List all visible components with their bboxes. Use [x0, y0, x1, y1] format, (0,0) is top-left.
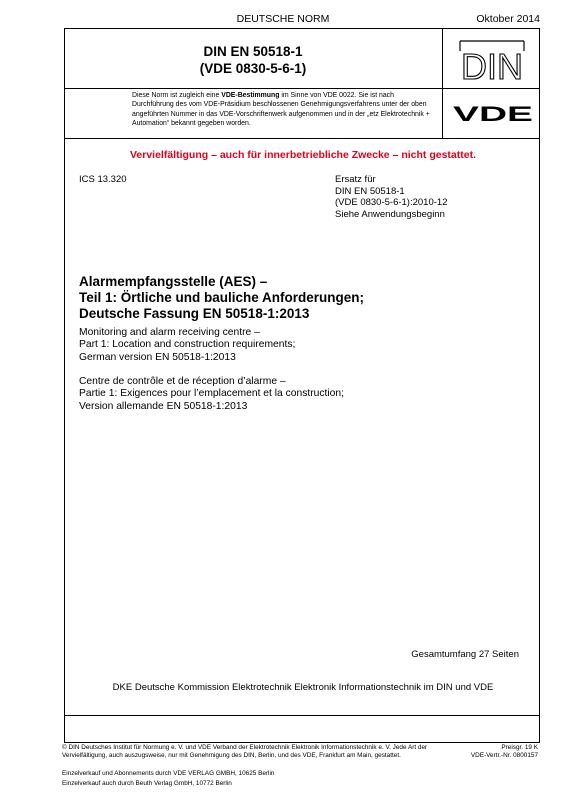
title-french: [79, 376, 344, 413]
notice-text: Diese Norm ist zugleich eine: [132, 92, 222, 99]
title-line: Monitoring and alarm receiving centre –: [79, 327, 260, 338]
title-line: Version allemande EN 50518-1:2013: [79, 400, 248, 412]
notice-bold: VDE-Bestimmung: [221, 92, 280, 99]
publication-date: Oktober 2014: [476, 13, 540, 25]
price-group: Preisgr. 19 K: [501, 744, 538, 751]
din-logo: [452, 37, 532, 89]
replacement-line: (VDE 0830-5-6-1):2010-12: [335, 197, 448, 208]
replacement-line: Ersatz für: [335, 174, 376, 185]
title-line: Teil 1: Örtliche und bauliche Anforderungen;: [79, 290, 365, 305]
vde-order-number: VDE-Vertr.-Nr. 0800157: [470, 752, 538, 759]
sales-info: Einzelverkauf und Abonnements durch VDE VERLAG GMBH, 10625 Berlin: [62, 770, 275, 777]
title-line: Deutsche Fassung EN 50518-1:2013: [79, 306, 310, 321]
copy-warning: Vervielfältigung – auch für innerbetriebliche Zwecke – nicht gestattet.: [129, 149, 476, 161]
norm-label: DEUTSCHE NORM: [236, 13, 330, 25]
copyright-notice: © DIN Deutsches Institut für Normung e. V. und VDE Verband der Elektrotechnik Elektronik Informationstechnik e. V. Jede Art der Vervielfältigung, auch auszugsweise, nur mit Genehmigung des DIN, Berlin, und des VDE, Frankfurt am Main, gestattet.: [62, 744, 428, 759]
title-line: German version EN 50518-1:2013: [79, 351, 236, 363]
divider: [65, 715, 539, 716]
divider: [442, 29, 443, 138]
page-count: Gesamtumfang 27 Seiten: [411, 649, 519, 660]
title-english: [79, 327, 295, 364]
vde-logo: [451, 103, 535, 123]
replacement-info: [335, 174, 447, 220]
dke-full: Deutsche Kommission Elektrotechnik Elektronik Informationstechnik im DIN und VDE: [134, 682, 494, 693]
standard-number: [65, 43, 441, 77]
dke-line: [65, 682, 541, 693]
price-info: [471, 744, 538, 760]
title-german: [79, 274, 364, 322]
ics-code: ICS 13.320: [79, 174, 127, 185]
title-line: Centre de contrôle et de réception d’alarme –: [79, 376, 286, 387]
title-line: Partie 1: Exigences pour l’emplacement et la construction;: [79, 388, 344, 400]
vde-notice: [132, 91, 434, 128]
replacement-line: DIN EN 50518-1: [335, 185, 405, 197]
notice-text: im Sinne von VDE 0022. Sie ist nach Durchführung des vom VDE-Präsidium beschlossenen Genehmigungsverfahrens unter der oben angeführten Nummer in das VDE-Vorschriftenwerk aufgenommen und in der „etz Elektrotechnik + Automation“ bekannt gegeben worden.: [132, 92, 430, 127]
svg-text:VDE: VDE: [453, 103, 533, 123]
title-line: Alarmempfangsstelle (AES) –: [79, 274, 268, 289]
replacement-line: Siehe Anwendungsbeginn: [335, 208, 445, 220]
dke-abbr: DKE: [112, 682, 133, 693]
divider: [65, 138, 539, 139]
sales-info: Einzelverkauf auch durch Beuth Verlag GmbH, 10772 Berlin: [62, 780, 232, 787]
vde-number: (VDE 0830-5-6-1): [199, 61, 307, 76]
cover-frame: [64, 28, 540, 743]
title-line: Part 1: Location and construction requirements;: [79, 339, 296, 351]
svg-text:DIN: DIN: [461, 46, 523, 87]
din-number: DIN EN 50518-1: [203, 44, 303, 59]
